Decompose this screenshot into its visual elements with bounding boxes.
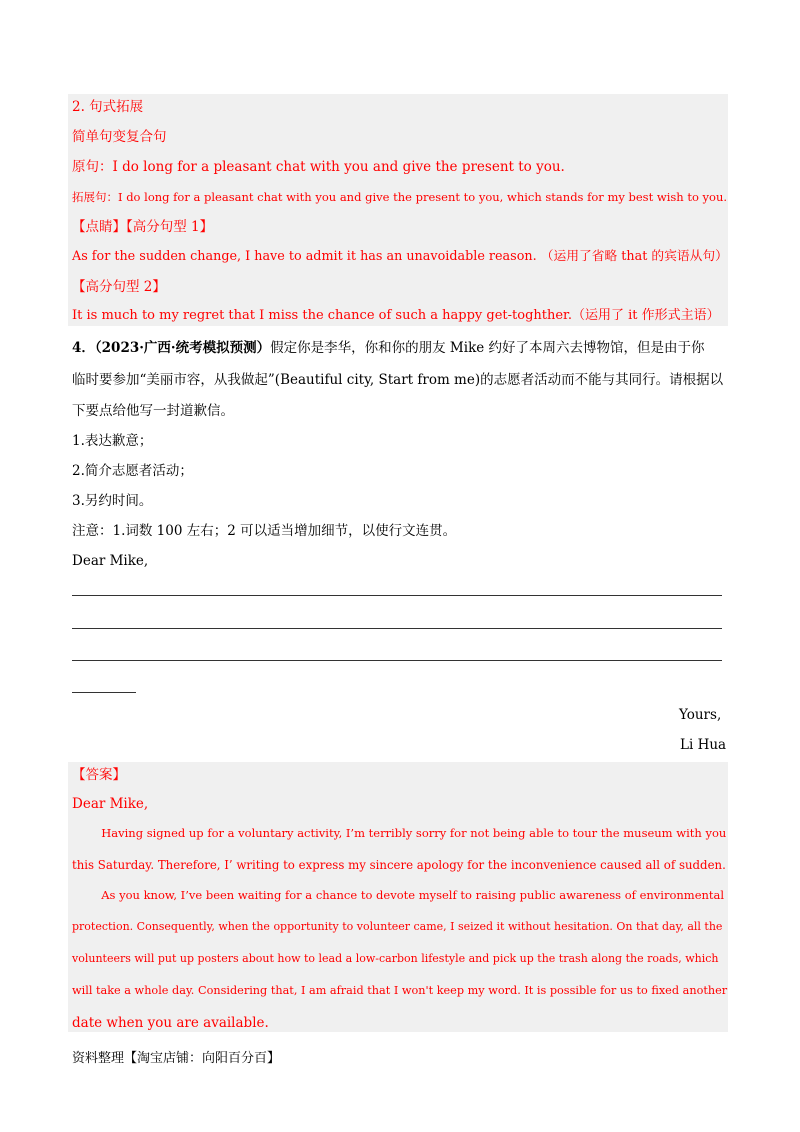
tag-highlight-1: 【点睛】【高分句型 1】 bbox=[72, 219, 214, 235]
high-score-sentence-2: It is much to my regret that I miss the chance of such a happy get-toghther.（运用了 it 作形式主语） bbox=[72, 308, 720, 323]
answer-line: this Saturday. Therefore, I’ writing to express my sincere apology for the inconvenience caused all of sudden. bbox=[72, 858, 726, 872]
answer-tag: 【答案】 bbox=[72, 767, 126, 783]
high-score-sentence-1: As for the sudden change, I have to admit it has an unavoidable reason. （运用了省略 that 的宾语从句） bbox=[72, 249, 728, 264]
section2-shade bbox=[68, 94, 728, 326]
prompt-line-1: 假定你是李华，你和你的朋友 Mike 约好了本周六去博物馆，但是由于你 bbox=[270, 340, 705, 356]
prompt-line-3: 下要点给他写一封道歉信。 bbox=[72, 403, 234, 419]
writing-line[interactable] bbox=[72, 628, 722, 629]
expanded-sentence: 拓展句：I do long for a pleasant chat with you and give the present to you, which stands for my best wish to you. bbox=[72, 190, 728, 204]
writing-line[interactable] bbox=[72, 595, 722, 596]
answer-line: date when you are available. bbox=[72, 1015, 269, 1031]
prompt-line-2: 临时要参加“美丽市容，从我做起”(Beautiful city, Start from me)的志愿者活动而不能与其同行。请根据以 bbox=[72, 372, 724, 388]
question-source: （2023·广西·统考模拟预测） bbox=[94, 340, 271, 356]
original-sentence: 原句：I do long for a pleasant chat with you and give the present to you. bbox=[72, 159, 565, 175]
point-3: 3.另约时间。 bbox=[72, 493, 153, 509]
answer-line: As you know, I’ve been waiting for a chance to devote myself to raising public awareness of environmental bbox=[72, 888, 725, 902]
footer: 资料整理【淘宝店铺：向阳百分百】 bbox=[72, 1051, 281, 1066]
question-number: 4． bbox=[72, 340, 95, 356]
question-4-prompt bbox=[72, 339, 705, 357]
letter-closing: Yours, bbox=[679, 707, 722, 723]
writing-line[interactable] bbox=[72, 660, 722, 661]
answer-line: will take a whole day. Considering that, I am afraid that I won't keep my word. It is possible for us to fixed another bbox=[72, 984, 728, 997]
letter-greeting: Dear Mike, bbox=[72, 553, 149, 569]
writing-line[interactable] bbox=[72, 692, 136, 693]
section2-heading: 2. 句式拓展 bbox=[72, 99, 144, 115]
letter-signature: Li Hua bbox=[680, 737, 727, 753]
note: 注意：1.词数 100 左右；2 可以适当增加细节，以使行文连贯。 bbox=[72, 523, 457, 539]
point-2: 2.简介志愿者活动； bbox=[72, 463, 193, 479]
answer-greeting: Dear Mike, bbox=[72, 796, 149, 812]
answer-line: protection. Consequently, when the opportunity to volunteer came, I seized it without hesitation. On that day, all the bbox=[72, 920, 723, 933]
answer-line: Having signed up for a voluntary activity, I’m terribly sorry for not being able to tour the museum with you bbox=[72, 826, 727, 840]
point-1: 1.表达歉意； bbox=[72, 433, 153, 449]
answer-line: volunteers will put up posters about how to lead a low-carbon lifestyle and pick up the trash along the roads, which bbox=[72, 952, 719, 965]
tag-high-score-2: 【高分句型 2】 bbox=[72, 279, 166, 295]
section2-sub: 简单句变复合句 bbox=[72, 129, 167, 145]
